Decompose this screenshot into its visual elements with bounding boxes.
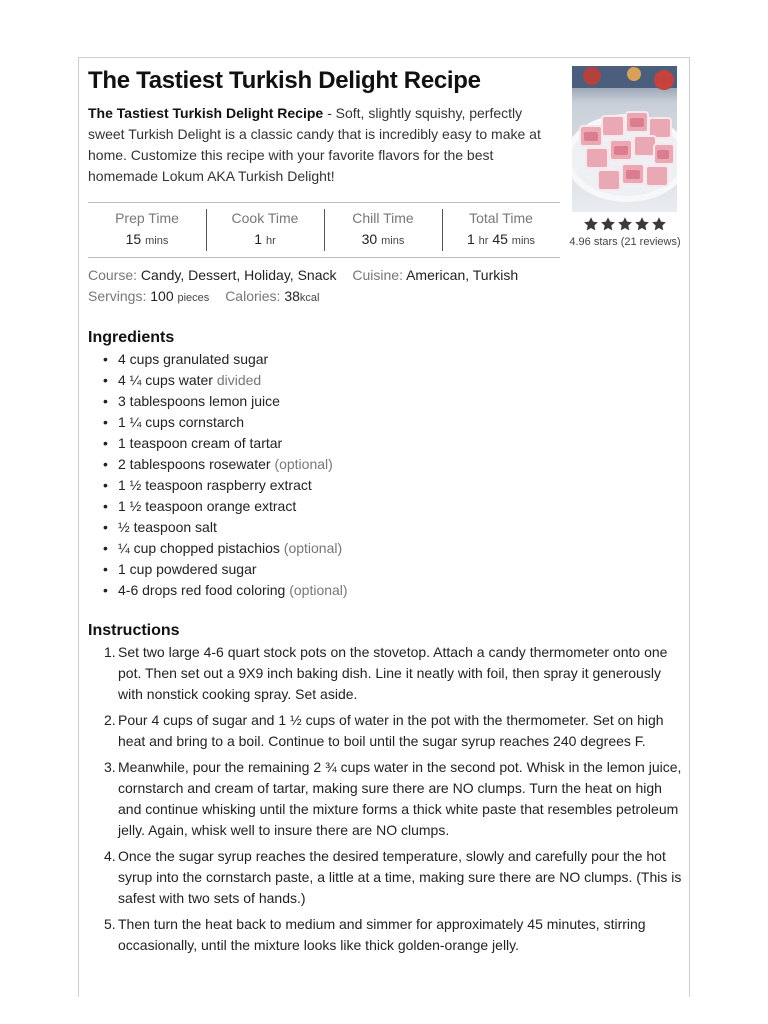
servings-value[interactable]: 100 — [150, 288, 174, 304]
time-value — [324, 231, 442, 250]
ingredient-item — [88, 559, 548, 580]
turkish-delight-image — [572, 66, 677, 212]
ingredient-item — [88, 580, 548, 601]
step-text: Once the sugar syrup reaches the desired temperature, slowly and carefully pour the hot syrup into the cornstarch paste, a little at a time, making sure there are NO clumps. (This is safest with two sets of hands.) — [118, 848, 682, 906]
ingredient-item — [88, 496, 548, 517]
time-label: Chill Time — [352, 210, 414, 226]
instruction-step — [88, 914, 682, 956]
instructions-heading: Instructions — [88, 622, 180, 639]
time-unit: hr — [478, 235, 489, 247]
star-rating[interactable] — [566, 216, 684, 232]
cook-time — [206, 203, 324, 257]
recipe-times — [88, 202, 560, 258]
step-number: 1. — [104, 644, 116, 660]
chill-time — [324, 203, 442, 257]
recipe-meta-servings — [88, 288, 319, 304]
calories-unit: kcal — [299, 292, 320, 304]
step-number: 3. — [104, 759, 116, 775]
ingredient-text: 4 ¼ cups water — [118, 372, 213, 388]
time-value — [88, 231, 206, 250]
star-icon[interactable] — [617, 216, 633, 232]
ingredient-text: 1 ¼ cups cornstarch — [118, 414, 245, 430]
ingredient-item — [88, 391, 548, 412]
ingredient-item — [88, 538, 548, 559]
ingredients-heading: Ingredients — [88, 329, 175, 346]
step-number: 5. — [104, 916, 116, 932]
recipe-title: The Tastiest Turkish Delight Recipe — [88, 67, 481, 94]
instruction-step — [88, 757, 682, 841]
ingredient-text: 4 cups granulated sugar — [118, 351, 269, 367]
ingredient-text: ½ teaspoon salt — [118, 519, 217, 535]
cuisine-label: Cuisine: — [352, 267, 403, 283]
time-number: 15 — [125, 231, 142, 247]
summary-text: - Soft, slightly squishy, perfectly sweet Turkish Delight is a classic candy that is incredibly easy to make at home. Customize this recipe with your favorite flavors for the best homemade Lokum AKA Turkish Delight! — [88, 105, 541, 184]
course-value: Candy, Dessert, Holiday, Snack — [140, 267, 337, 283]
ingredient-text: 1 teaspoon cream of tartar — [118, 435, 283, 451]
servings-unit: pieces — [177, 292, 210, 304]
recipe-rating — [566, 216, 684, 248]
rating-text: 4.96 stars (21 reviews) — [569, 236, 681, 248]
calories-value: 38 — [284, 288, 300, 304]
time-number: 45 — [492, 231, 508, 247]
step-number: 2. — [104, 712, 116, 728]
step-text: Then turn the heat back to medium and simmer for approximately 45 minutes, stirring occasionally, until the mixture looks like thick golden-orange jelly. — [118, 916, 646, 953]
time-number: 30 — [361, 231, 378, 247]
ingredients-list — [88, 349, 548, 601]
instructions-list — [88, 642, 682, 961]
ingredient-item — [88, 349, 548, 370]
ingredient-item — [88, 517, 548, 538]
star-icon[interactable] — [634, 216, 650, 232]
ingredient-text: 4-6 drops red food coloring — [118, 582, 286, 598]
recipe-meta-course — [88, 267, 518, 283]
star-icon[interactable] — [651, 216, 667, 232]
ingredient-note: (optional) — [289, 582, 348, 598]
instruction-step — [88, 642, 682, 705]
time-unit: mins — [381, 235, 405, 247]
ingredient-item — [88, 370, 548, 391]
recipe-summary — [88, 103, 560, 187]
time-number: 1 — [466, 231, 475, 247]
star-icon[interactable] — [583, 216, 599, 232]
time-unit: mins — [511, 235, 536, 247]
time-value — [442, 231, 560, 250]
ingredient-item — [88, 412, 548, 433]
time-unit: mins — [145, 235, 169, 247]
ingredient-note: (optional) — [283, 540, 343, 556]
summary-title: The Tastiest Turkish Delight Recipe — [88, 105, 324, 121]
time-label: Cook Time — [231, 210, 299, 226]
ingredient-text: 1 ½ teaspoon orange extract — [118, 498, 297, 514]
course-label: Course: — [88, 267, 138, 283]
total-time — [442, 203, 560, 257]
calories-label: Calories: — [225, 288, 281, 304]
step-number: 4. — [104, 848, 116, 864]
instruction-step — [88, 846, 682, 909]
ingredient-note: (optional) — [274, 456, 333, 472]
time-value — [206, 231, 324, 250]
step-text: Pour 4 cups of sugar and 1 ½ cups of water in the pot with the thermometer. Set on high heat and bring to a boil. Continue to boil until the sugar syrup reaches 240 degrees F. — [118, 712, 664, 749]
prep-time — [88, 203, 206, 257]
ingredient-text: 3 tablespoons lemon juice — [118, 393, 280, 409]
time-number: 1 — [254, 231, 263, 247]
recipe-photo[interactable] — [572, 66, 677, 212]
ingredient-text: 1 ½ teaspoon raspberry extract — [118, 477, 312, 493]
cuisine-value: American, Turkish — [406, 267, 519, 283]
instruction-step — [88, 710, 682, 752]
step-text: Set two large 4-6 quart stock pots on the stovetop. Attach a candy thermometer onto one pot. Then set out a 9X9 inch baking dish. Line it neatly with foil, then spray it generously with nonstick cooking spray. Set aside. — [118, 644, 668, 702]
step-text: Meanwhile, pour the remaining 2 ¾ cups water in the second pot. Whisk in the lemon juice, cornstarch and cream of tartar, making sure there are NO clumps. Turn the heat on high and continue whisking until the mixture forms a thick white paste that resembles petroleum jelly. Again, whisk well to insure there are NO clumps. — [118, 759, 682, 838]
ingredient-item — [88, 454, 548, 475]
ingredient-item — [88, 475, 548, 496]
time-unit: hr — [265, 235, 276, 247]
servings-label: Servings: — [88, 288, 147, 304]
time-label: Total Time — [469, 210, 533, 226]
star-icon[interactable] — [600, 216, 616, 232]
ingredient-text: 1 cup powdered sugar — [118, 561, 257, 577]
ingredient-text: 2 tablespoons rosewater — [118, 456, 271, 472]
ingredient-note: divided — [216, 372, 262, 388]
time-label: Prep Time — [115, 210, 179, 226]
ingredient-text: ¼ cup chopped pistachios — [118, 540, 280, 556]
ingredient-item — [88, 433, 548, 454]
